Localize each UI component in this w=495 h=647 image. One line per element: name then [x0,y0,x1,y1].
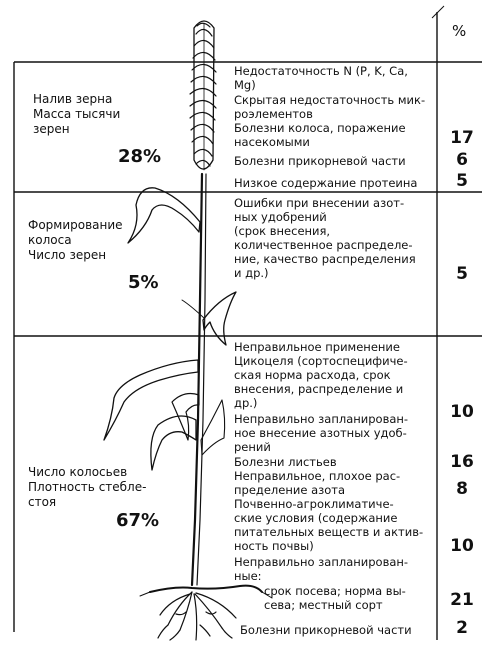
ground-line [150,586,262,592]
section-3-factor-3: Болезни листьев [234,455,337,469]
section-3-factor-5: Почвенно-агроклиматиче- ские условия (содержание питательных веществ и актив- ность почвы) [234,497,424,553]
section-3-factor-1: Неправильное применение Цикоцеля (сортоспецифиче- ская норма расхода, срок внесения, распределение и др.) [234,340,408,410]
wheat-ear [190,21,216,170]
middle-leaf-right [203,292,236,345]
section-1-factor-3-value: 17 [450,128,474,148]
roots [158,592,236,640]
section-3-factor-4: Неправильное, плохое рас- пределение азота [234,469,401,497]
percent-column-header: % [452,22,467,40]
section-3-factor-8-value: 2 [456,618,468,638]
section-1-factor-1: Недостаточность N (P, K, Ca, Mg) [234,64,408,92]
middle-leaf-left [104,360,198,440]
section-1-label: Налив зерна Масса тысячи зерен [33,92,121,136]
wheat-stem [192,174,202,585]
section-1-factor-3: Болезни колоса, поражение насекомыми [234,121,406,149]
section-3-factor-8: Болезни прикорневой части [240,623,412,637]
section-3-label: Число колосьев Плотность стебле- стоя [28,465,147,509]
section-1-factor-4-value: 6 [456,150,468,170]
section-3-factor-4-value: 8 [456,479,468,499]
upper-leaf [128,188,200,243]
section-3-factor-7: срок посева; норма вы- сева; местный сорт [264,584,406,612]
section-2-factor-1-value: 5 [456,264,468,284]
section-3-factor-7-value: 21 [450,590,474,610]
section-1-factor-5-value: 5 [456,171,468,191]
section-3-factor-6: Неправильно запланирован- ные: [234,555,409,583]
section-3-percent: 67% [116,510,160,531]
section-1-factor-5: Низкое содержание протеина [234,176,418,190]
section-1-percent: 28% [118,146,162,167]
section-1-factor-2: Скрытая недостаточность мик- роэлементов [234,93,426,121]
section-2-percent: 5% [128,272,159,293]
header-slash [432,6,444,18]
section-3-factor-1-value: 10 [450,402,474,422]
section-1-factor-4: Болезни прикорневой части [234,154,406,168]
section-3-factor-2: Неправильно запланирован- ное внесение азотных удоб- рений [234,412,409,454]
lower-leaf-left [151,416,196,470]
section-2-label: Формирование колоса Число зерен [28,218,123,262]
section-2-factor-1: Ошибки при внесении азот- ных удобрений (срок внесения, количественное распределе- ние, качество распределения и др.) [234,196,416,280]
section-3-factor-5-value: 10 [450,536,474,556]
section-3-factor-3-value: 16 [450,452,474,472]
